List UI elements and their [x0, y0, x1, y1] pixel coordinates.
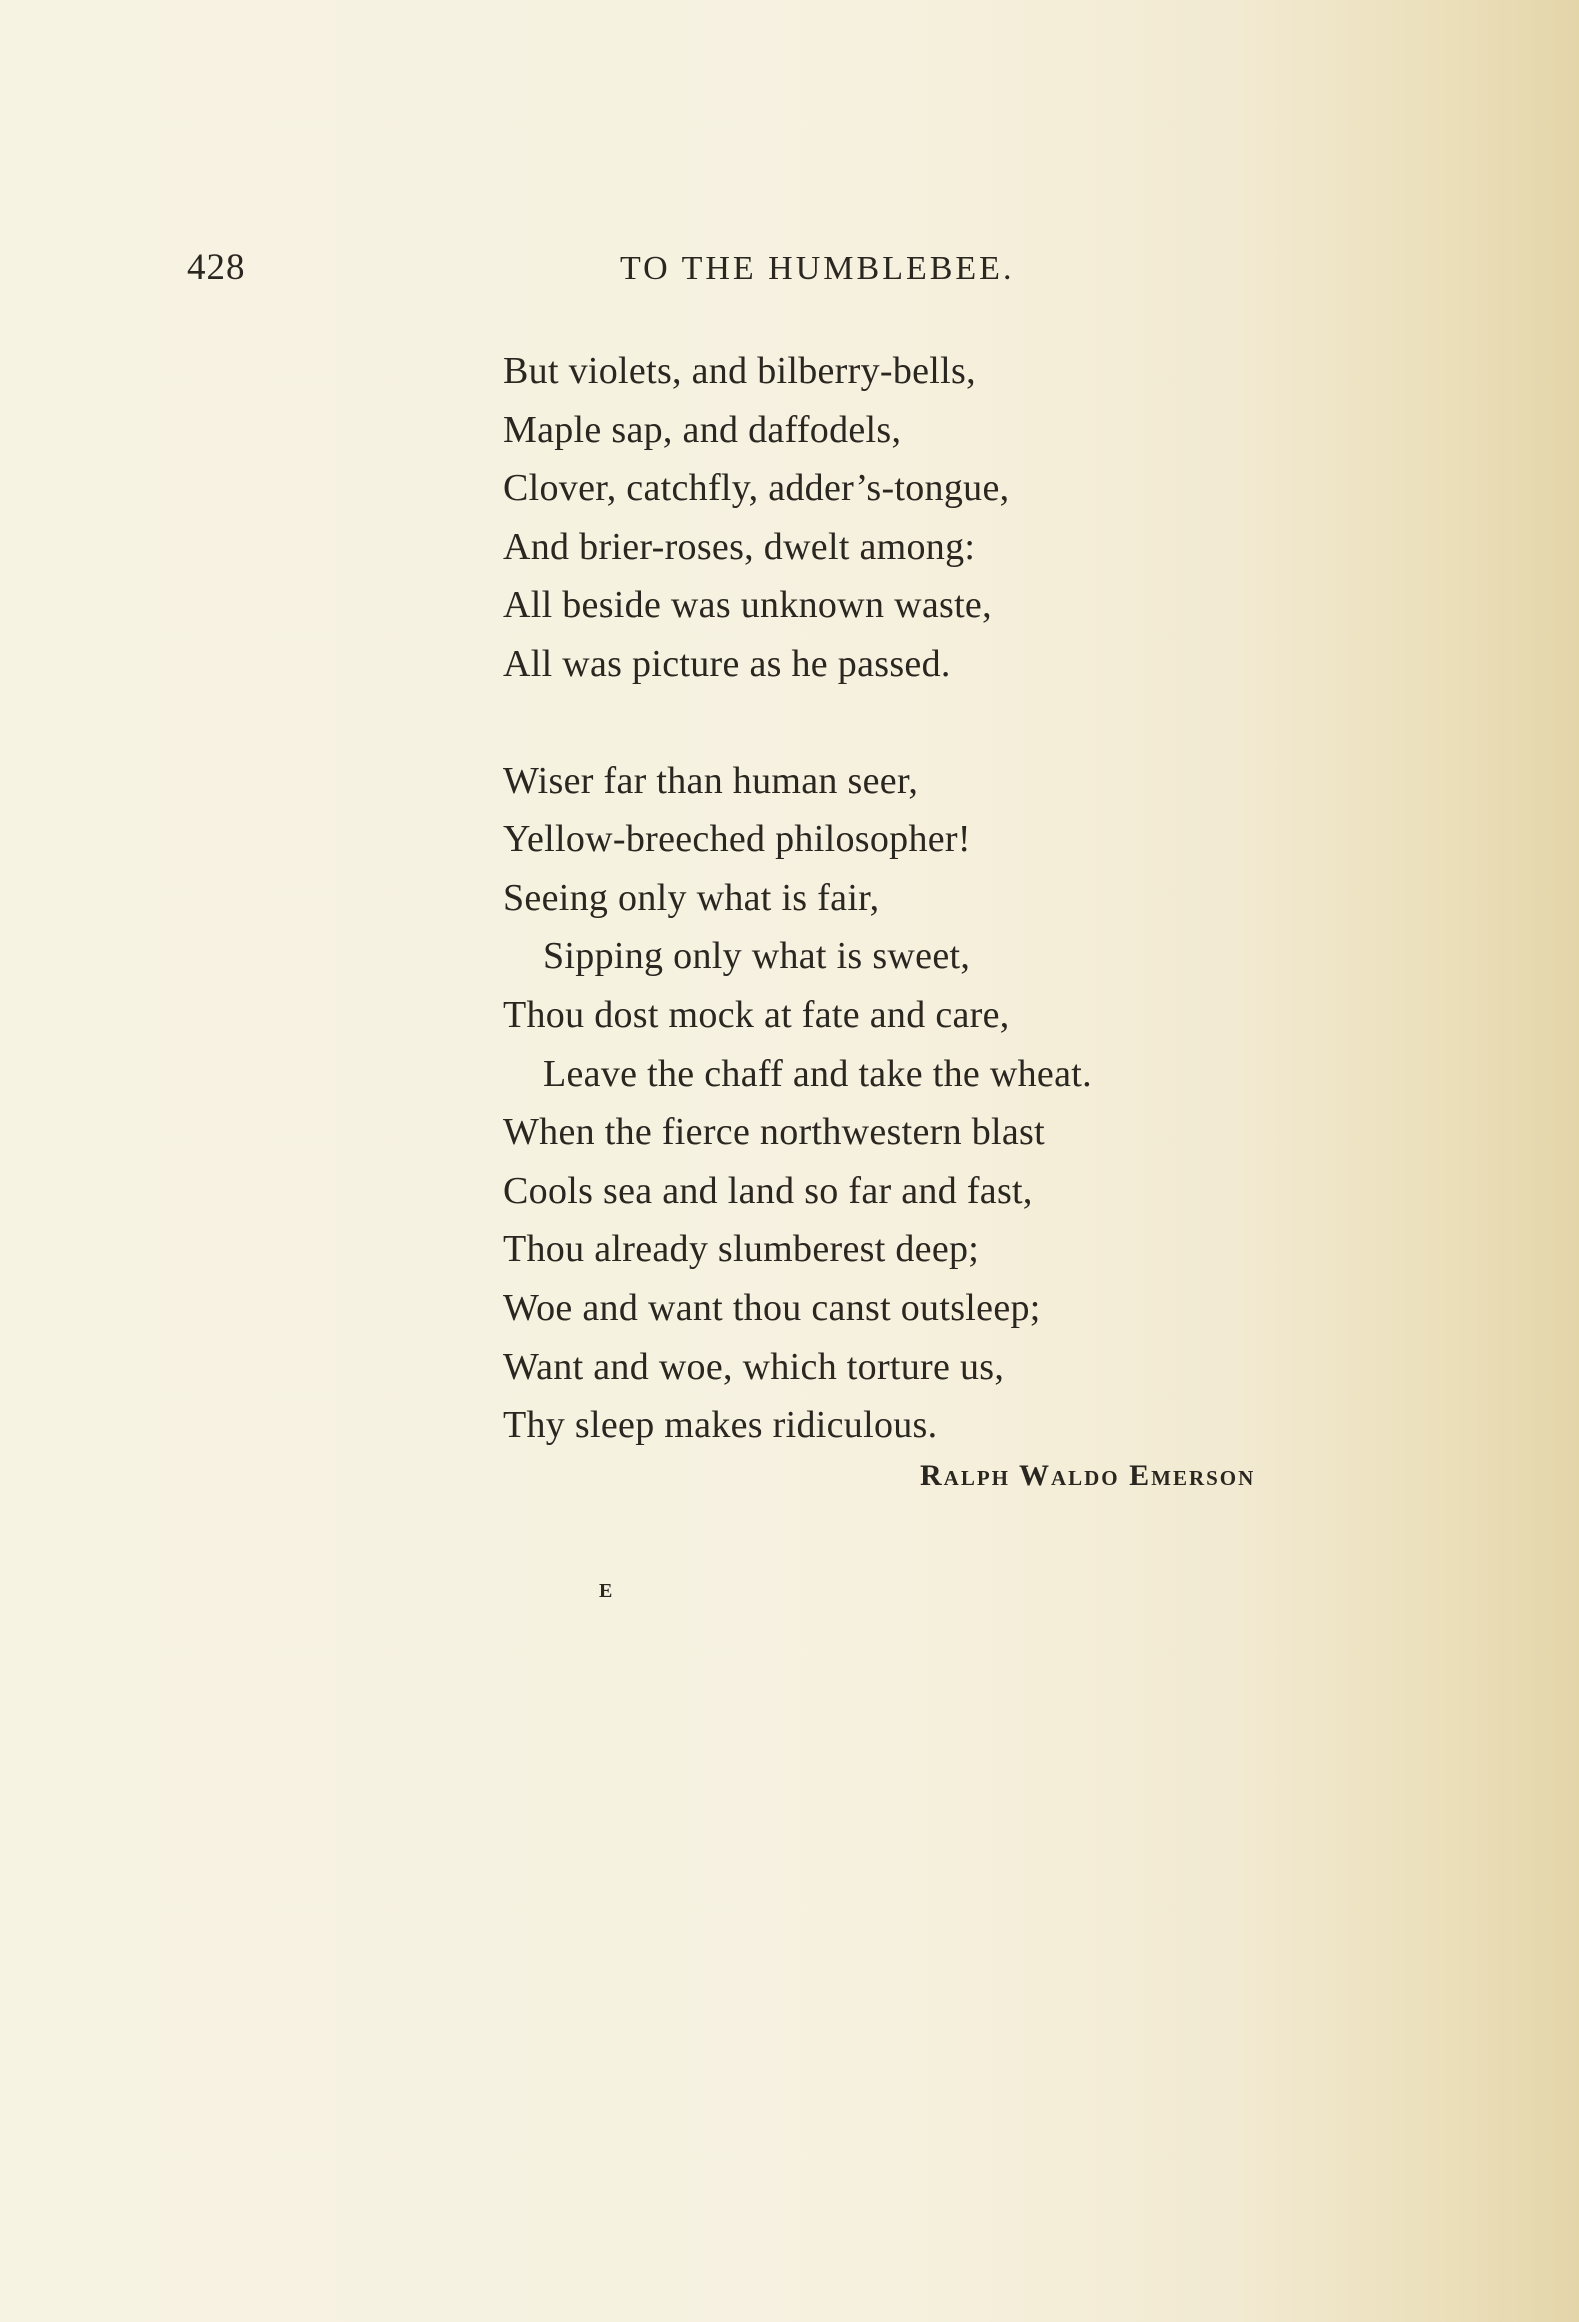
- verse-line: All was picture as he passed.: [503, 642, 951, 685]
- page-number: 428: [187, 247, 246, 288]
- verse-line: All beside was unknown waste,: [503, 584, 992, 627]
- author-signature: Ralph Waldo Emerson: [920, 1459, 1256, 1492]
- verse-line: Wiser far than human seer,: [503, 759, 919, 802]
- running-title: TO THE HUMBLEBEE.: [620, 250, 1015, 287]
- verse-line: Clover, catchfly, adder’s-tongue,: [503, 467, 1010, 510]
- verse-line-indented: Sipping only what is sweet,: [543, 935, 971, 978]
- verse-line: Thou already slumberest deep;: [503, 1228, 980, 1271]
- verse-line: When the fierce northwestern blast: [503, 1111, 1045, 1154]
- verse-line: But violets, and bilberry-bells,: [503, 350, 976, 392]
- verse-line: Woe and want thou canst outsleep;: [503, 1286, 1041, 1329]
- poem-body: [503, 342, 1403, 1455]
- verse-line: Seeing only what is fair,: [503, 876, 880, 919]
- verse-line: Thou dost mock at fate and care,: [503, 993, 1010, 1036]
- verse-line: Maple sap, and daffodels,: [503, 408, 902, 451]
- verse-line: And brier-roses, dwelt among:: [503, 525, 976, 568]
- stanza-1: [503, 342, 1403, 694]
- printers-signature-mark: E: [599, 1580, 613, 1602]
- verse-line: Yellow-breeched philosopher!: [503, 818, 971, 861]
- verse-line-indented: Leave the chaff and take the wheat.: [543, 1052, 1092, 1095]
- verse-line: Thy sleep makes ridiculous.: [503, 1404, 938, 1447]
- verse-line: Cools sea and land so far and fast,: [503, 1169, 1033, 1212]
- verse-line: Want and woe, which torture us,: [503, 1345, 1005, 1388]
- stanza-2: [503, 752, 1403, 1455]
